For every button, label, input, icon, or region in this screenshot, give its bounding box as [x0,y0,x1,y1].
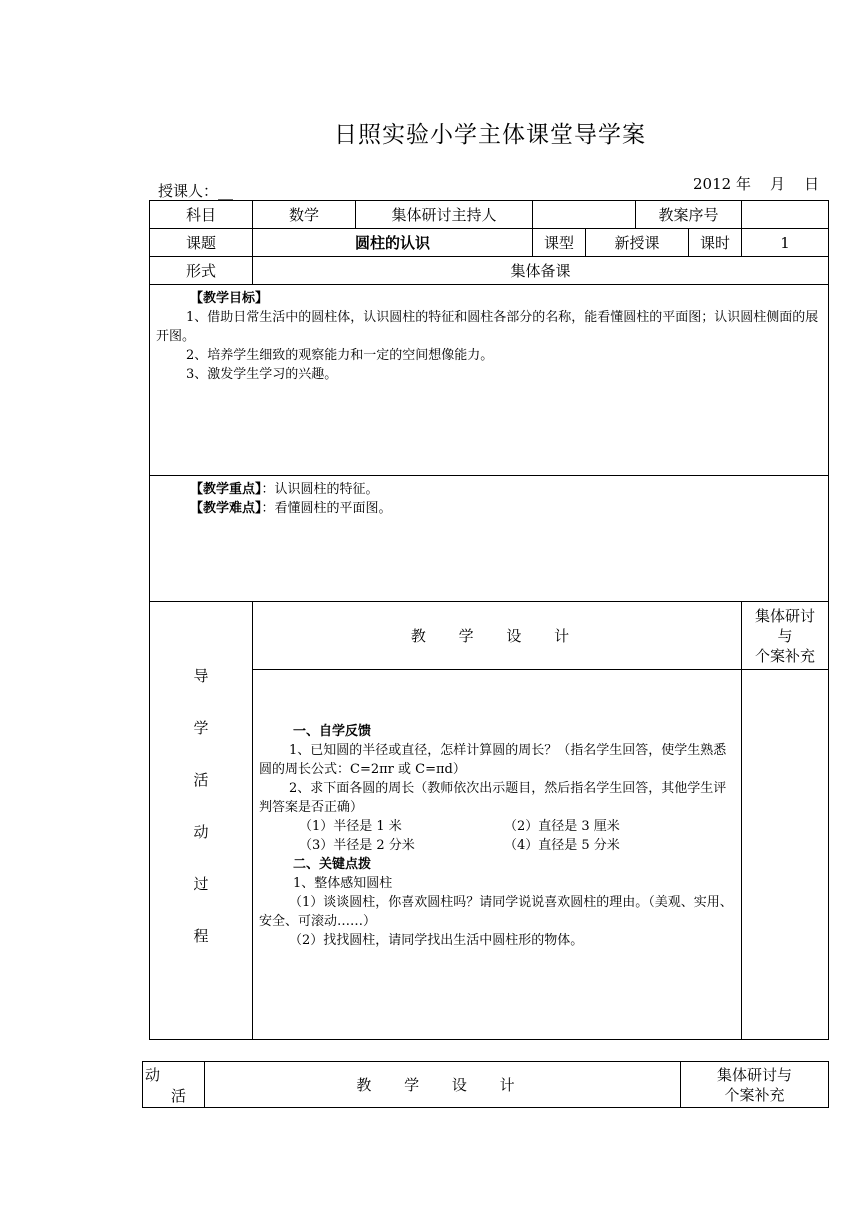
exercise-row [259,817,735,836]
plan-no-label: 教案序号 [636,201,742,229]
page-title: 日照实验小学主体课堂导学案 [334,122,646,148]
date-label: 2012 年 月 日 [693,175,820,193]
teacher-label: 授课人：__ [158,182,234,200]
side-char: 动 [193,822,209,841]
design-heading: 教 学 设 计 [253,602,742,670]
key-text: ：认识圆柱的特征。 [261,482,379,497]
footer-supplement [681,1062,829,1108]
subject-value: 数学 [253,201,356,229]
key-label: 【教学重点】 [190,482,262,497]
section2-title: 二、关键点拨 [293,857,372,872]
exercise-item: （1）半径是 1 米 [299,819,402,834]
hours-label: 课时 [689,229,742,257]
design-content [253,670,742,1040]
subject-label: 科目 [150,201,253,229]
topic-value: 圆柱的认识 [253,229,533,257]
exercise-row [259,836,735,855]
section2-item: 1、整体感知圆柱 [293,876,393,891]
objective-item: 2、培养学生细致的观察能力和一定的空间想像能力。 [186,348,494,363]
footer-left-char: 活 [171,1086,187,1105]
activity-side-label [150,602,253,1040]
objective-item: 3、激发学生学习的兴趣。 [186,367,338,382]
section2-sub-item: （1）谈谈圆柱，你喜欢圆柱吗？请同学说说喜欢圆柱的理由。（美观、实用、安全、可滚动……） [259,895,733,929]
topic-label: 课题 [150,229,253,257]
supplement-content [742,670,829,1040]
footer-supplement-line: 集体研讨与 [716,1065,792,1084]
exercise-item: （3）半径是 2 分米 [299,838,415,853]
exercise-item: （4）直径是 5 分米 [504,838,620,853]
hours-value: 1 [742,229,829,257]
type-value: 新授课 [586,229,689,257]
question-2: 2、求下面各圆的周长（教师依次出示题目，然后指名学生回答，其他学生评判答案是否正确） [259,781,727,815]
difficult-text: ：看懂圆柱的平面图。 [261,501,392,516]
objective-item: 1、借助日常生活中的圆柱体，认识圆柱的特征和圆柱各部分的名称，能看懂圆柱的平面图；认识圆柱侧面的展开图。 [156,310,819,344]
host-value [533,201,636,229]
footer-left-label [143,1062,205,1108]
difficult-label: 【教学难点】 [190,501,262,516]
footer-left-char: 动 [145,1065,161,1084]
objectives-cell [150,285,829,476]
form-value: 集体备课 [253,257,829,285]
exercise-item: （2）直径是 3 厘米 [504,819,620,834]
side-char: 学 [193,718,209,737]
supplement-heading-line: 集体研讨 [755,606,816,625]
side-char: 程 [193,926,209,945]
supplement-heading [742,602,829,670]
plan-no-value [742,201,829,229]
form-label: 形式 [150,257,253,285]
host-label: 集体研讨主持人 [356,201,533,229]
footer-table [142,1061,829,1108]
question-1: 1、已知圆的半径或直径，怎样计算圆的周长？（指名学生回答，使学生熟悉圆的周长公式：C=2πr 或 C=πd） [259,743,727,777]
side-char: 活 [193,770,209,789]
footer-supplement-line: 个案补充 [724,1085,785,1104]
side-char: 导 [193,666,209,685]
side-char: 过 [193,874,209,893]
type-label: 课型 [533,229,586,257]
keypoints-cell [150,476,829,602]
supplement-heading-line: 与 [777,626,793,645]
section1-title: 一、自学反馈 [293,724,372,739]
lesson-plan-table [149,200,829,1040]
footer-design-heading: 教 学 设 计 [205,1062,681,1108]
objectives-heading: 【教学目标】 [190,291,269,306]
section2-sub-item: （2）找找圆柱，请同学找出生活中圆柱形的物体。 [289,933,584,948]
supplement-heading-line: 个案补充 [755,646,816,665]
